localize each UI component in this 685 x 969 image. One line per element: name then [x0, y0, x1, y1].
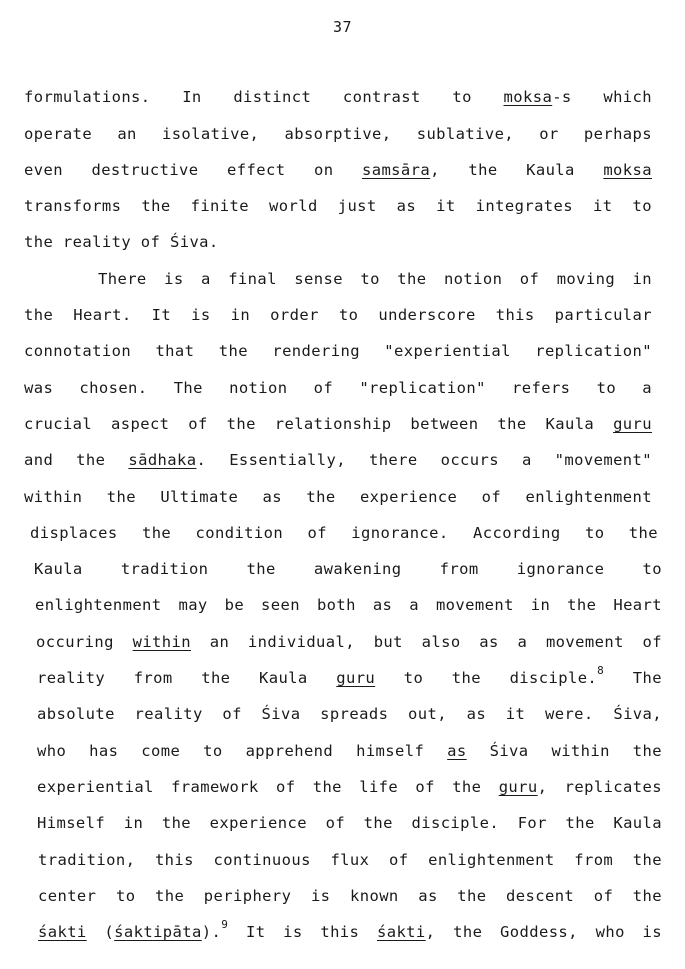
- term-underlined: guru: [613, 415, 652, 433]
- text-line: operate an isolative, absorptive, sublative, or perhaps: [24, 125, 652, 143]
- text-line: crucial aspect of the relationship between the Kaula guru: [24, 415, 652, 433]
- term-underlined: śakti: [376, 923, 426, 941]
- text-line: displaces the condition of ignorance. According to the: [30, 524, 658, 542]
- text-line: Himself in the experience of the disciple. For the Kaula: [37, 814, 662, 832]
- text-line: the Heart. It is in order to underscore this particular: [24, 306, 652, 324]
- term-underlined: as: [447, 742, 467, 760]
- text-line: absolute reality of Śiva spreads out, as it were. Śiva,: [37, 705, 662, 723]
- text-line: reality from the Kaula guru to the disciple.$^8$ The: [37, 664, 662, 687]
- text-line: center to the periphery is known as the descent of the: [38, 887, 662, 905]
- term-underlined: guru: [498, 778, 538, 796]
- term-underlined: śaktipāta: [114, 923, 202, 941]
- footnote-marker: 9: [221, 918, 229, 931]
- term-underlined: śakti: [38, 923, 87, 941]
- text-line: transforms the finite world just as it integrates it to: [24, 197, 652, 215]
- footnote-marker: 8: [597, 664, 605, 677]
- text-line: even destructive effect on samsāra, the Kaula moksa: [24, 161, 652, 179]
- text-line: tradition, this continuous flux of enlightenment from the: [38, 851, 662, 869]
- page-number: 37: [332, 18, 353, 36]
- text-line: Kaula tradition the awakening from ignorance to: [34, 560, 662, 578]
- term-underlined: samsāra: [361, 161, 431, 179]
- text-line: and the sādhaka. Essentially, there occurs a "movement": [24, 451, 652, 469]
- text-line: was chosen. The notion of "replication" refers to a: [24, 379, 652, 397]
- text-line: occuring within an individual, but also as a movement of: [36, 633, 662, 651]
- text-line: within the Ultimate as the experience of enlightenment: [24, 488, 652, 506]
- term-underlined: within: [132, 633, 191, 651]
- text-line: enlightenment may be seen both as a movement in the Heart: [35, 596, 662, 614]
- text-line: who has come to apprehend himself as Śiva within the: [37, 742, 662, 760]
- term-underlined: guru: [336, 669, 376, 687]
- text-line: There is a final sense to the notion of moving in: [98, 270, 652, 288]
- term-underlined: moksa: [603, 161, 652, 179]
- text-line: the reality of Śiva.: [24, 233, 219, 251]
- text-line: formulations. In distinct contrast to moksa-s which: [24, 88, 653, 106]
- text-line: śakti (śaktipāta).$^9$ It is this śakti, the Goddess, who is: [38, 918, 662, 941]
- text-line: connotation that the rendering "experiential replication": [24, 342, 652, 360]
- term-underlined: moksa: [503, 88, 553, 106]
- term-underlined: sādhaka: [128, 451, 197, 469]
- text-line: experiential framework of the life of the guru, replicates: [37, 778, 662, 796]
